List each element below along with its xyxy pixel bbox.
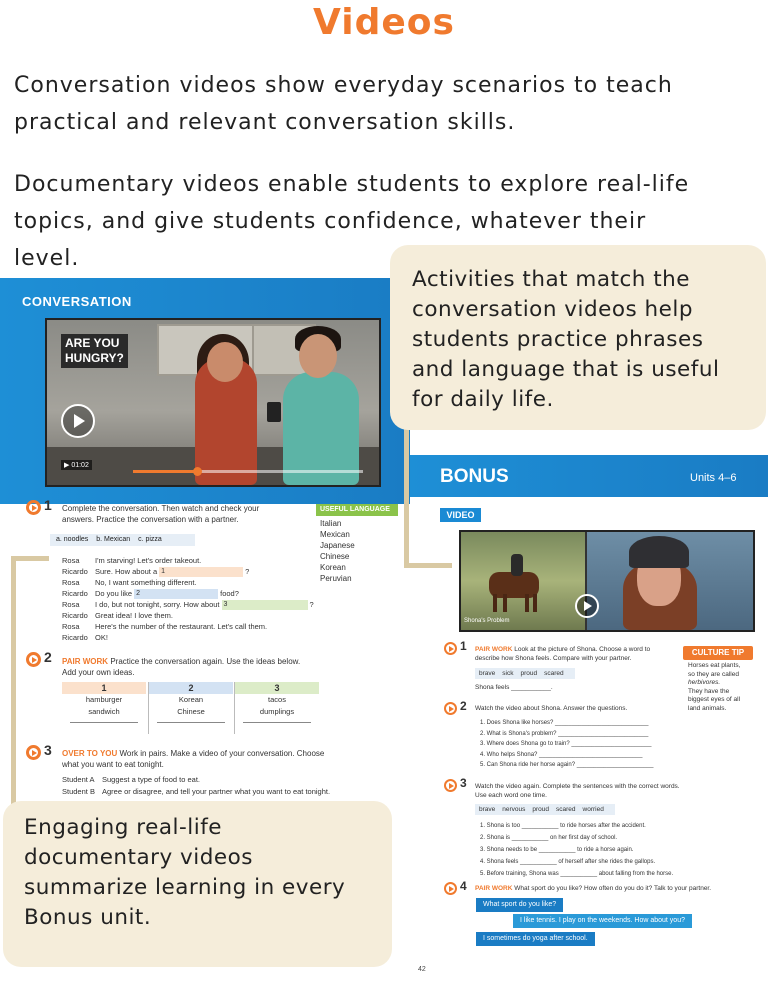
dialog-line: Ricardo Sure. How about a 1 ? bbox=[62, 567, 250, 576]
dialog-line: Rosa I'm starving! Let's order takeout. bbox=[62, 556, 202, 565]
exercise-number: 2 bbox=[460, 699, 467, 713]
exercise-icon bbox=[26, 652, 41, 667]
dialog-line: Rosa I do, but not tonight, sorry. How about 3 ? bbox=[62, 600, 314, 609]
exercise-icon bbox=[26, 500, 41, 515]
section-label: CONVERSATION bbox=[22, 294, 132, 309]
ideas-column: 3 tacos dumplings bbox=[234, 682, 319, 734]
answer-line[interactable] bbox=[157, 722, 225, 723]
word-bank: brave sick proud scared bbox=[475, 668, 575, 679]
video-horse-scene bbox=[461, 532, 585, 630]
exercise-number: 3 bbox=[460, 776, 467, 790]
word-options: a. noodles b. Mexican c. pizza bbox=[50, 534, 195, 546]
exercise-instruction: PAIR WORK What sport do you like? How often do you do it? Talk to your partner. bbox=[475, 885, 712, 892]
word-bank: brave nervous proud scared worried bbox=[475, 804, 615, 815]
video-progress-bar[interactable] bbox=[133, 470, 363, 473]
dialog-line: Ricardo Great idea! I love them. bbox=[62, 611, 173, 620]
exercise-icon bbox=[444, 642, 457, 655]
culture-tip-header: CULTURE TIP bbox=[683, 646, 753, 660]
student-role: Student A Suggest a type of food to eat. bbox=[62, 775, 200, 784]
ideas-column: 1 hamburger sandwich bbox=[62, 682, 146, 723]
exercise-instruction: Watch the video again. Complete the sentences with the correct words. Use each word one time. bbox=[475, 783, 680, 799]
exercise-instruction: PAIR WORK Look at the picture of Shona. Choose a word to describe how Shona feels. Compare with your partner. bbox=[475, 646, 651, 662]
conversation-video[interactable] bbox=[45, 318, 381, 487]
exercise-instruction: Watch the video about Shona. Answer the questions. bbox=[475, 705, 628, 712]
useful-language-list: Italian Mexican Japanese Chinese Korean Peruvian bbox=[320, 519, 355, 583]
exercise-number: 2 bbox=[44, 649, 52, 665]
culture-tip-text: Horses eat plants, so they are called herbivores. They have the biggest eyes of all land animals. bbox=[688, 662, 741, 712]
helmet-icon bbox=[629, 536, 689, 568]
exercise-icon bbox=[444, 882, 457, 895]
page-title: Videos bbox=[313, 2, 455, 43]
bonus-title: BONUS bbox=[440, 466, 509, 487]
useful-language-header: USEFUL LANGUAGE bbox=[316, 504, 398, 516]
callout-connector bbox=[11, 556, 16, 806]
exercise-number: 1 bbox=[44, 497, 52, 513]
progress-fill bbox=[133, 470, 197, 473]
play-icon[interactable] bbox=[61, 404, 95, 438]
video-overlay-title: ARE YOU HUNGRY? bbox=[61, 334, 128, 368]
exercise-instruction: Complete the conversation. Then watch and check your answers. Practice the conversation with a partner. bbox=[62, 504, 260, 524]
person-man bbox=[283, 372, 359, 485]
callout-connector bbox=[11, 556, 49, 561]
exercise-number: 4 bbox=[460, 879, 467, 893]
intro-text-2: Documentary videos enable students to explore real-life topics, and give students confidence, whatever their level. bbox=[14, 172, 690, 271]
answer-blank[interactable]: 1 bbox=[159, 567, 243, 577]
video-time: ▶ 01:02 bbox=[61, 460, 92, 470]
answer-blank[interactable]: 3 bbox=[222, 600, 308, 610]
exercise-instruction: OVER TO YOU Work in pairs. Make a video of your conversation. Choose what you want to eat tonight. bbox=[62, 749, 325, 769]
play-icon[interactable] bbox=[575, 594, 599, 618]
exercise-icon bbox=[26, 745, 41, 760]
sentence-list: 1. Shona is too ___________ to ride horses after the accident. 2. Shona is ___________ on her first day of school. 3. Shona needs to be ___________ to ride a horse again. 4. Shona feels ___________ of herself after she rides the gallops. 5. Before training, Shona was ___________ about falling from the horse. bbox=[480, 823, 674, 877]
video-portrait bbox=[587, 532, 753, 630]
person-head bbox=[299, 334, 337, 378]
dialog-line: Rosa No, I want something different. bbox=[62, 578, 197, 587]
answer-line[interactable] bbox=[243, 722, 311, 723]
video-caption: Shona's Problem bbox=[464, 618, 510, 624]
callout-activities: Activities that match the conversation videos help students practice phrases and language that is useful for daily life. bbox=[390, 245, 766, 430]
person-head bbox=[207, 342, 243, 382]
video-label: VIDEO bbox=[440, 508, 481, 522]
callout-documentary: Engaging real-life documentary videos summarize learning in every Bonus unit. bbox=[3, 801, 392, 967]
phone-icon bbox=[267, 402, 281, 422]
bonus-units: Units 4–6 bbox=[690, 472, 737, 484]
exercise-number: 1 bbox=[460, 639, 467, 653]
answer-blank[interactable]: 2 bbox=[134, 589, 218, 599]
intro-text: Conversation videos show everyday scenarios to teach practical and relevant conversation skills. bbox=[14, 73, 673, 135]
dialog-line: Ricardo OK! bbox=[62, 633, 108, 642]
exercise-icon bbox=[444, 779, 457, 792]
answer-line[interactable] bbox=[70, 722, 138, 723]
page-number: 42 bbox=[418, 966, 426, 973]
exercise-number: 3 bbox=[44, 742, 52, 758]
callout-connector bbox=[404, 563, 452, 568]
documentary-video[interactable] bbox=[459, 530, 755, 632]
exercise-icon bbox=[444, 702, 457, 715]
rider-icon bbox=[511, 554, 523, 576]
ideas-column: 2 Korean Chinese bbox=[148, 682, 233, 734]
callout-connector bbox=[404, 428, 409, 568]
dialog-line: Ricardo Do you like 2 food? bbox=[62, 589, 239, 598]
question-list: 1. Does Shona like horses? ____________________________ 2. What is Shona's problem? ___________________________ 3. Where does Shona go to train? ________________________ 4. Who helps Shona? _______________________________ 5. Can Shona ride her horse again? _______________________ bbox=[480, 720, 654, 768]
speech-bubble: I like tennis. I play on the weekends. How about you? bbox=[513, 914, 692, 928]
speech-bubble: I sometimes do yoga after school. bbox=[476, 932, 595, 946]
answer-line[interactable]: Shona feels ___________. bbox=[475, 684, 553, 691]
speech-bubble: What sport do you like? bbox=[476, 898, 563, 912]
student-role: Student B Agree or disagree, and tell your partner what you want to eat tonight. bbox=[62, 787, 331, 796]
exercise-instruction: PAIR WORK Practice the conversation again. Use the ideas below. Add your own ideas. bbox=[62, 657, 301, 677]
dialog-line: Rosa Here's the number of the restaurant. Let's call them. bbox=[62, 622, 268, 631]
